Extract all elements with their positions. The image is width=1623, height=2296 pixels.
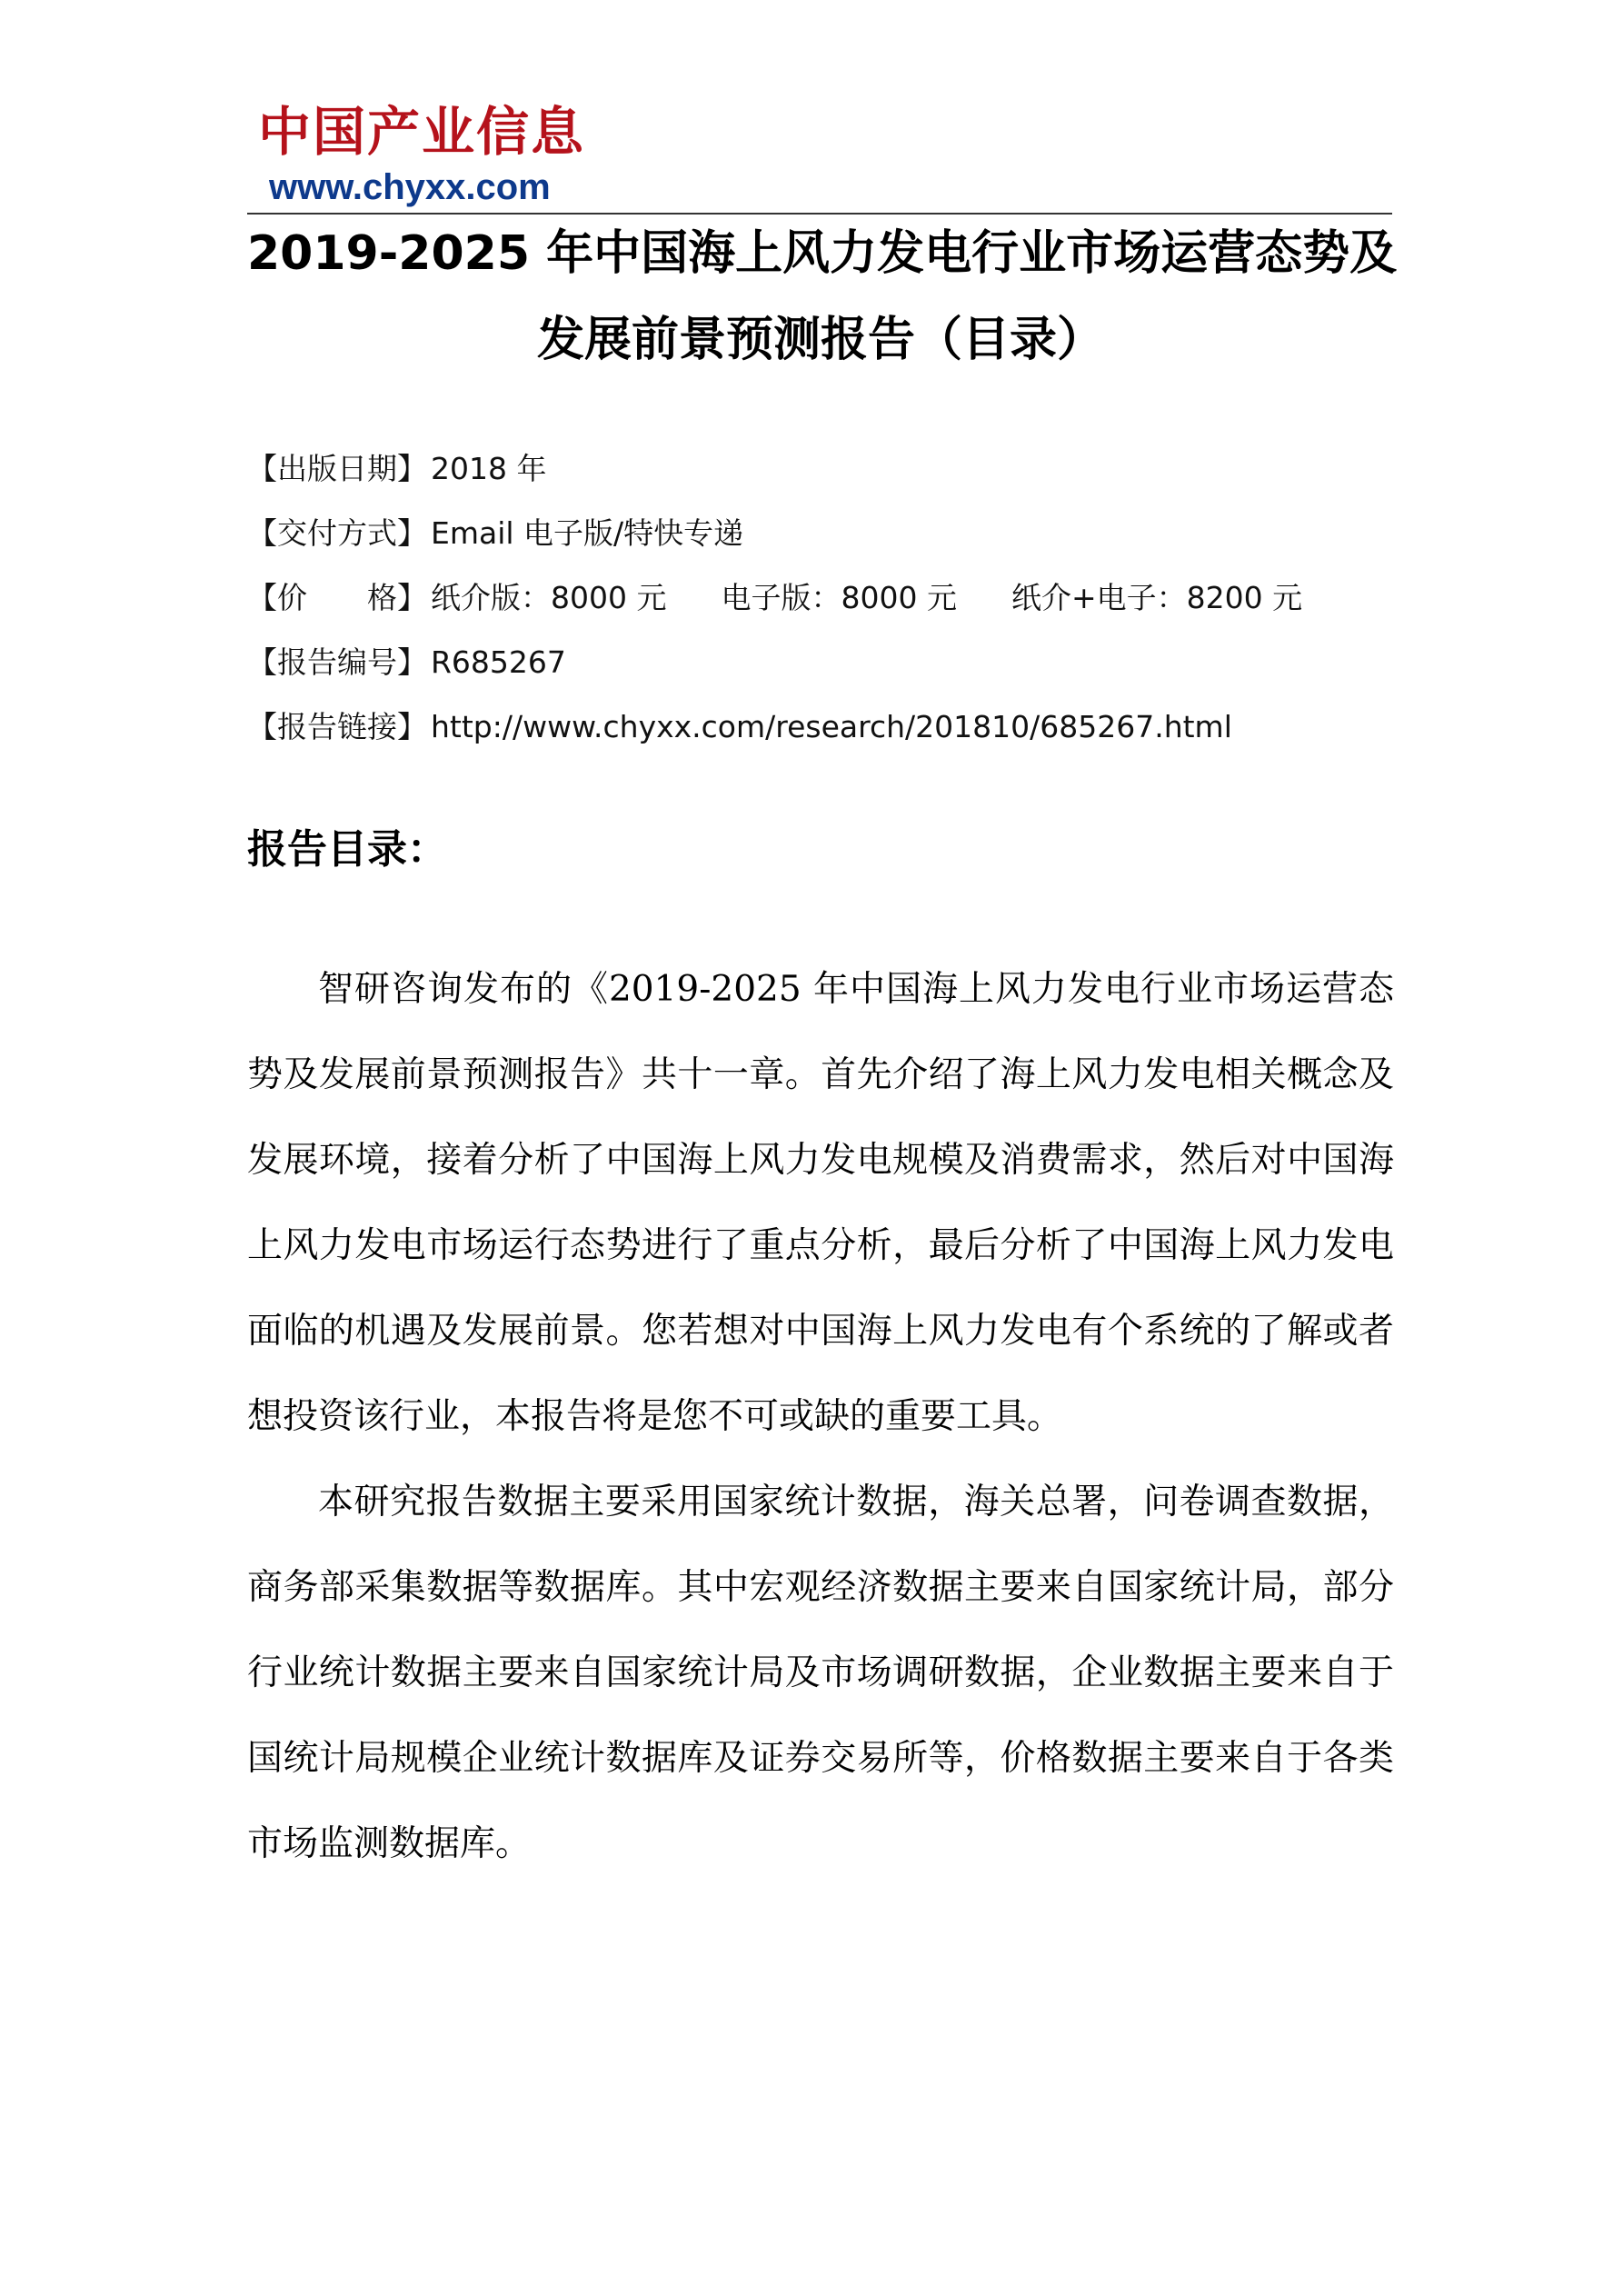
- body-paragraph: 本研究报告数据主要采用国家统计数据，海关总署，问卷调查数据，商务部采集数据等数据库。其中宏观经济数据主要来自国家统计局，部分行业统计数据主要来自国家统计局及市场调研数据，企业数据主要来自于国统计局规模企业统计数据库及证券交易所等，价格数据主要来自于各类市场监测数据库。: [247, 1482, 1394, 1864]
- section-heading: 报告目录：: [247, 826, 447, 873]
- report-link[interactable]: http://www.chyxx.com/research/201810/685267.html: [431, 709, 1232, 744]
- meta-label: 【价 格】: [247, 580, 427, 615]
- price-electronic: 电子版：8000 元: [721, 580, 957, 615]
- meta-label: 【交付方式】: [247, 515, 427, 551]
- price-paper: 纸介版：8000 元: [431, 580, 667, 615]
- body-paragraph: 智研咨询发布的《2019-2025 年中国海上风力发电行业市场运营态势及发展前景预测报告》共十一章。首先介绍了海上风力发电相关概念及发展环境，接着分析了中国海上风力发电规模及消费需求，然后对中国海上风力发电市场运行态势进行了重点分析，最后分析了中国海上风力发电面临的机遇及发展前景。您若想对中国海上风力发电有个系统的了解或者想投资该行业，本报告将是您不可或缺的重要工具。: [247, 969, 1394, 1437]
- meta-delivery: [247, 501, 1394, 565]
- meta-report-number: [247, 630, 1394, 694]
- report-title: [247, 211, 1398, 384]
- meta-value: 2018 年: [431, 451, 547, 486]
- meta-label: 【报告链接】: [247, 709, 427, 744]
- site-logo[interactable]: [247, 87, 611, 215]
- logo-name: 中国产业信息: [258, 101, 586, 163]
- meta-value: Email 电子版/特快专递: [431, 515, 744, 551]
- report-title-line-2: 发展前景预测报告（目录）: [536, 313, 1104, 367]
- meta-label: 【出版日期】: [247, 451, 427, 486]
- report-title-line-1: 2019-2025 年中国海上风力发电行业市场运营态势及: [247, 226, 1398, 281]
- report-body: [247, 947, 1394, 1887]
- price-combo: 纸介+电子：8200 元: [1011, 580, 1303, 615]
- meta-report-link: [247, 694, 1394, 759]
- meta-value: R685267: [431, 644, 566, 680]
- report-meta: [247, 436, 1394, 759]
- meta-price: [247, 565, 1394, 630]
- logo-url: www.chyxx.com: [269, 167, 551, 207]
- meta-label: 【报告编号】: [247, 644, 427, 680]
- meta-publish-date: [247, 436, 1394, 501]
